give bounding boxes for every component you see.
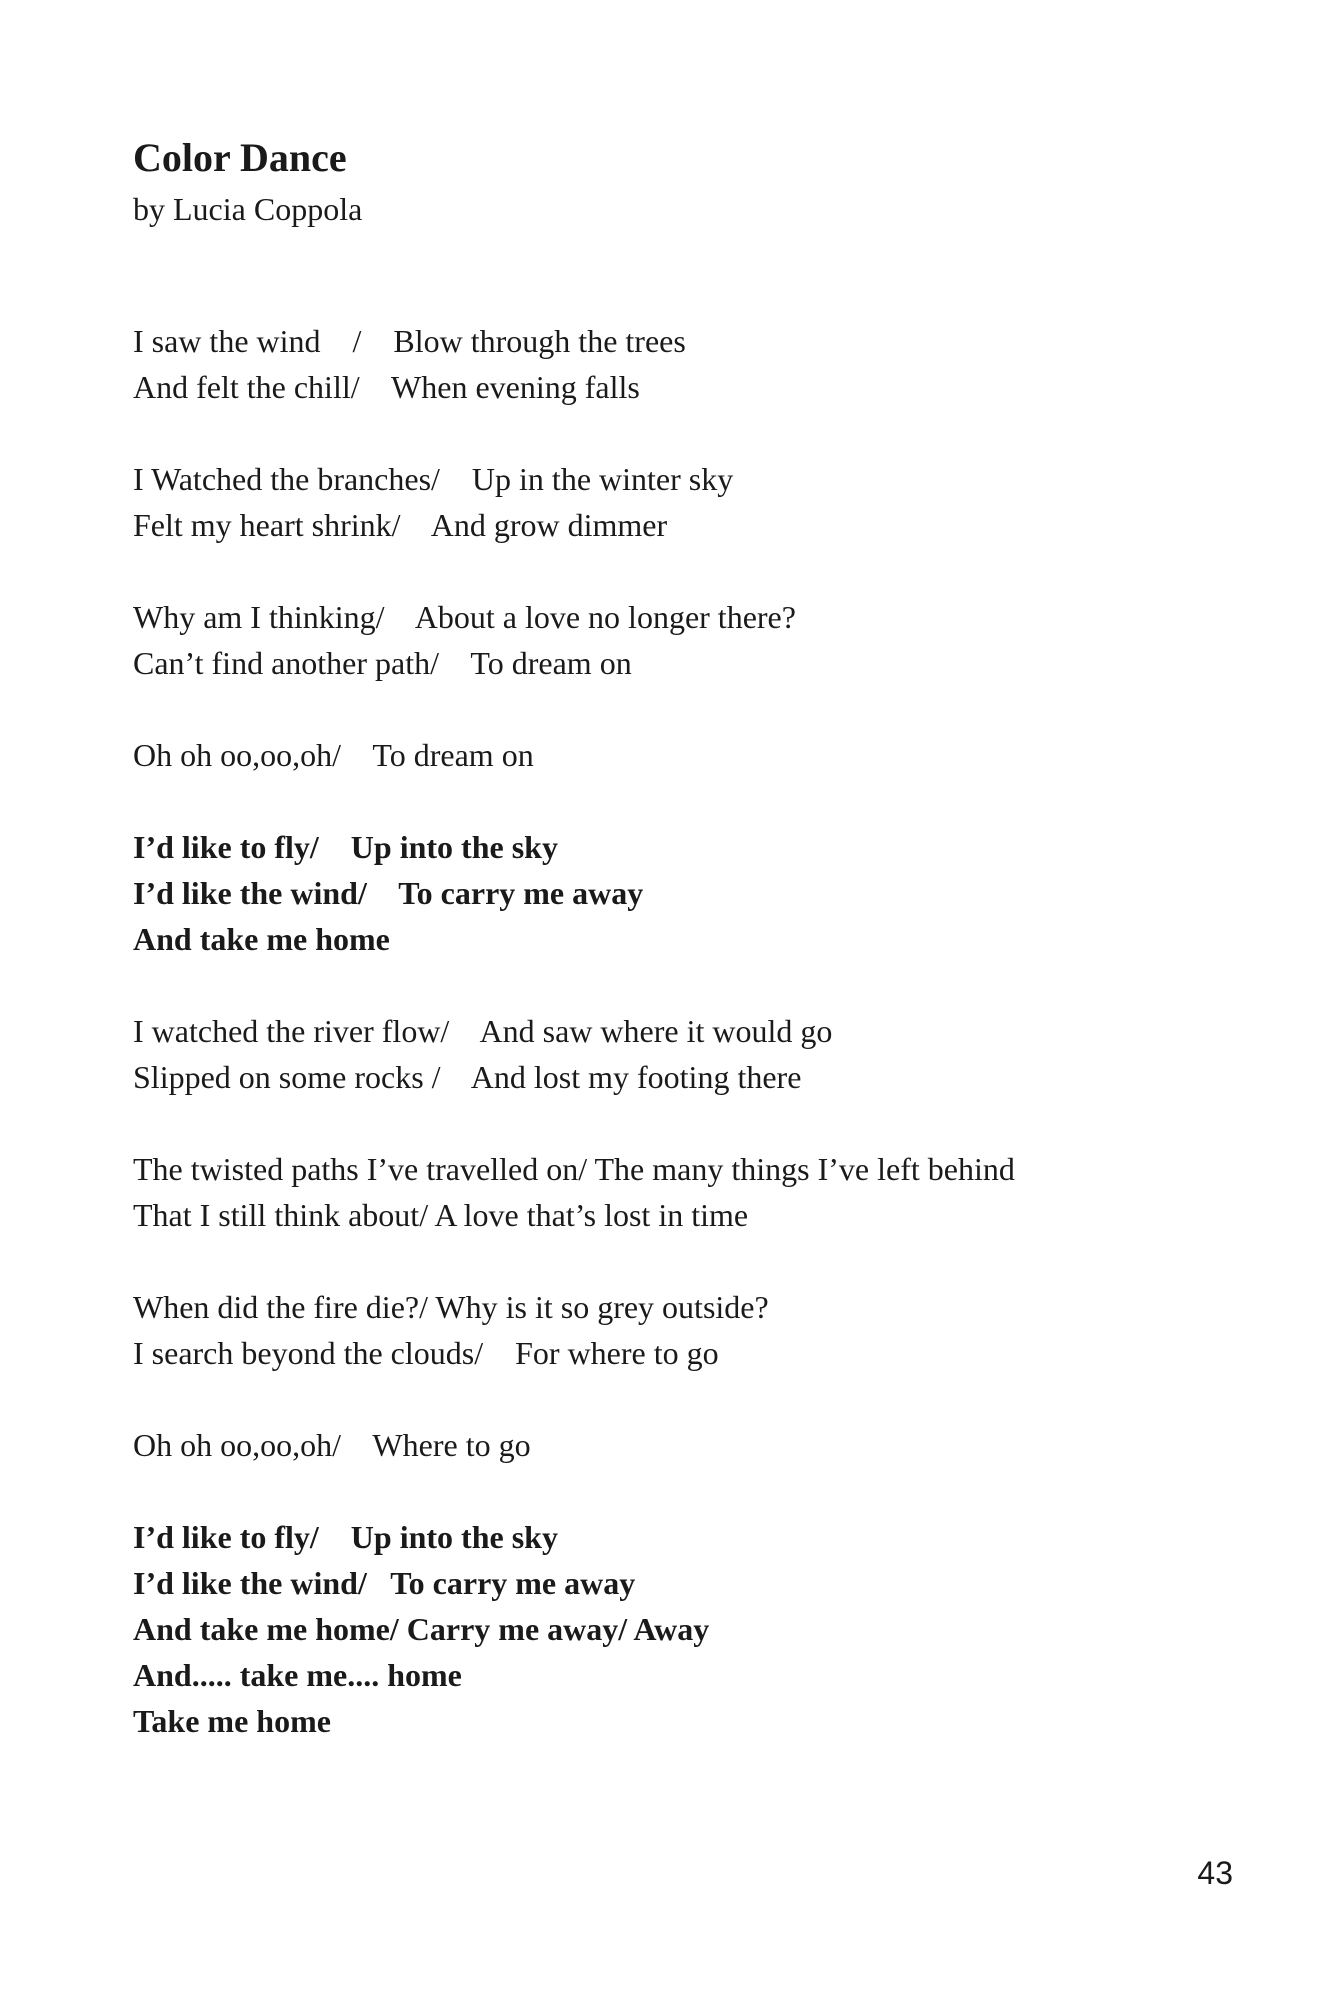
poem-line: That I still think about/ A love that’s lost in time [133,1197,749,1233]
poem-line: I’d like the wind/ To carry me away [133,1565,636,1601]
verse-stanza [133,1008,1233,1100]
poem-line: Oh oh oo,oo,oh/ Where to go [133,1427,531,1463]
poem-line: Slipped on some rocks / And lost my footing there [133,1059,802,1095]
poem-line: I saw the wind / Blow through the trees [133,323,686,359]
poem-line: Why am I thinking/ About a love no longer there? [133,599,796,635]
poem-line: And..... take me.... home [133,1657,462,1693]
poem-line: I search beyond the clouds/ For where to go [133,1335,719,1371]
poem-line: And felt the chill/ When evening falls [133,369,640,405]
poem-title: Color Dance [133,135,347,180]
poem-body [133,318,1233,1744]
poem-line: Can’t find another path/ To dream on [133,645,632,681]
poem-line: I’d like to fly/ Up into the sky [133,1519,558,1555]
poem-line: Oh oh oo,oo,oh/ To dream on [133,737,534,773]
page-number: 43 [1197,1855,1233,1891]
verse-stanza [133,318,1233,410]
chorus-stanza [133,1514,1233,1744]
poem-line: I watched the river flow/ And saw where it would go [133,1013,833,1049]
poem-line: The twisted paths I’ve travelled on/ The many things I’ve left behind [133,1151,1015,1187]
verse-stanza [133,456,1233,548]
poem-line: I Watched the branches/ Up in the winter sky [133,461,734,497]
poem-line: And take me home [133,921,390,957]
poem-line: I’d like to fly/ Up into the sky [133,829,558,865]
poem-line: Felt my heart shrink/ And grow dimmer [133,507,668,543]
chorus-stanza [133,824,1233,962]
poem-line: And take me home/ Carry me away/ Away [133,1611,710,1647]
verse-stanza [133,1284,1233,1376]
poem-page [133,132,1233,1790]
poem-line: When did the fire die?/ Why is it so grey outside? [133,1289,769,1325]
verse-stanza [133,1422,1233,1468]
poem-line: I’d like the wind/ To carry me away [133,875,644,911]
poem-line: Take me home [133,1703,331,1739]
verse-stanza [133,594,1233,686]
verse-stanza [133,1146,1233,1238]
verse-stanza [133,732,1233,778]
poem-author: by Lucia Coppola [133,191,363,227]
